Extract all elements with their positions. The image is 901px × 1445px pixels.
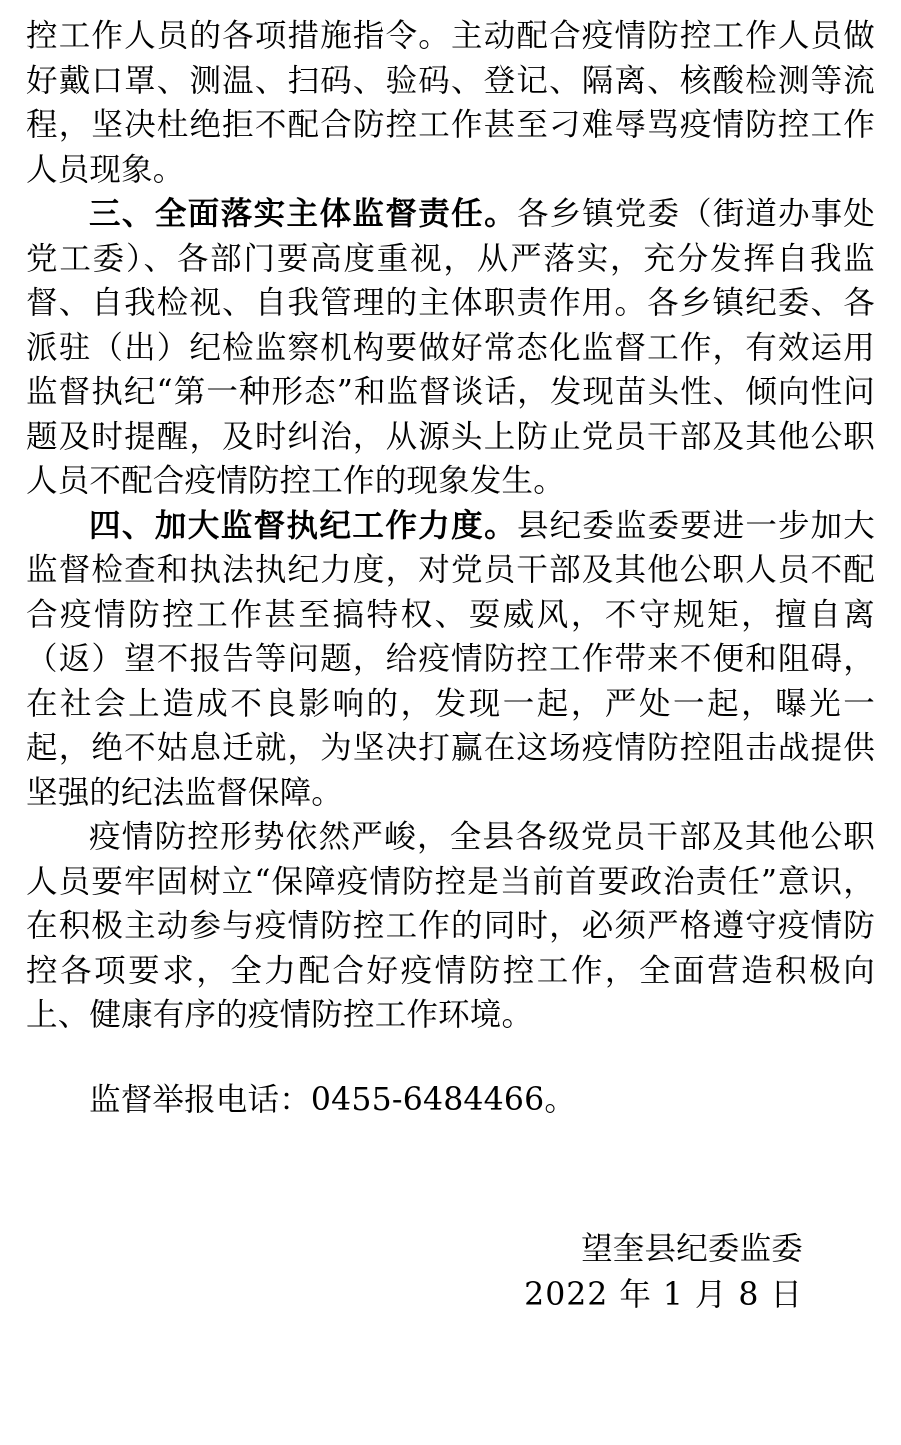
signature-organization: 望奎县纪委监委	[581, 1231, 803, 1267]
paragraph-text: 疫情防控形势依然严峻，全县各级党员干部及其他公职人员要牢固树立“保障疫情防控是当前首要政治责任”意识，在积极主动参与疫情防控工作的同时，必须严格遵守疫情防控各项要求，全力配合好疫情防控工作，全面营造积极向上、健康有序的疫情防控工作环境。	[26, 819, 875, 1033]
paragraph-text: 县纪委监委要进一步加大监督检查和执法执纪力度，对党员干部及其他公职人员不配合疫情防控工作甚至搞特权、耍威风，不守规矩，擅自离（返）望不报告等问题，给疫情防控工作带来不便和阻碍，在社会上造成不良影响的，发现一起，严处一起，曝光一起，绝不姑息迁就，为坚决打赢在这场疫情防控阻击战提供坚强的纪法监督保障。	[26, 507, 875, 811]
document-body	[26, 14, 875, 1318]
paragraph-closing	[26, 815, 875, 1038]
paragraph-section-three	[26, 192, 875, 504]
section-heading-three: 三、全面落实主体监督责任。	[89, 196, 518, 232]
paragraph-section-four	[26, 504, 875, 816]
signature-date: 2022 年 1 月 8 日	[524, 1277, 803, 1313]
signature-block	[26, 1226, 875, 1318]
paragraph-text: 各乡镇党委（街道办事处党工委）、各部门要高度重视，从严落实，充分发挥自我监督、自我检视、自我管理的主体职责作用。各乡镇纪委、各派驻（出）纪检监察机构要做好常态化监督工作，有效运用监督执纪“第一种形态”和监督谈话，发现苗头性、倾向性问题及时提醒，及时纠治，从源头上防止党员干部及其他公职人员不配合疫情防控工作的现象发生。	[26, 196, 875, 499]
paragraph-text: 控工作人员的各项措施指令。主动配合疫情防控工作人员做好戴口罩、测温、扫码、验码、登记、隔离、核酸检测等流程，坚决杜绝拒不配合防控工作甚至刁难辱骂疫情防控工作人员现象。	[26, 18, 875, 188]
hotline-text: 监督举报电话：0455-6484466。	[89, 1081, 577, 1118]
paragraph-hotline	[26, 1078, 875, 1123]
paragraph-continued	[26, 14, 875, 192]
section-heading-four: 四、加大监督执纪工作力度。	[89, 507, 518, 544]
